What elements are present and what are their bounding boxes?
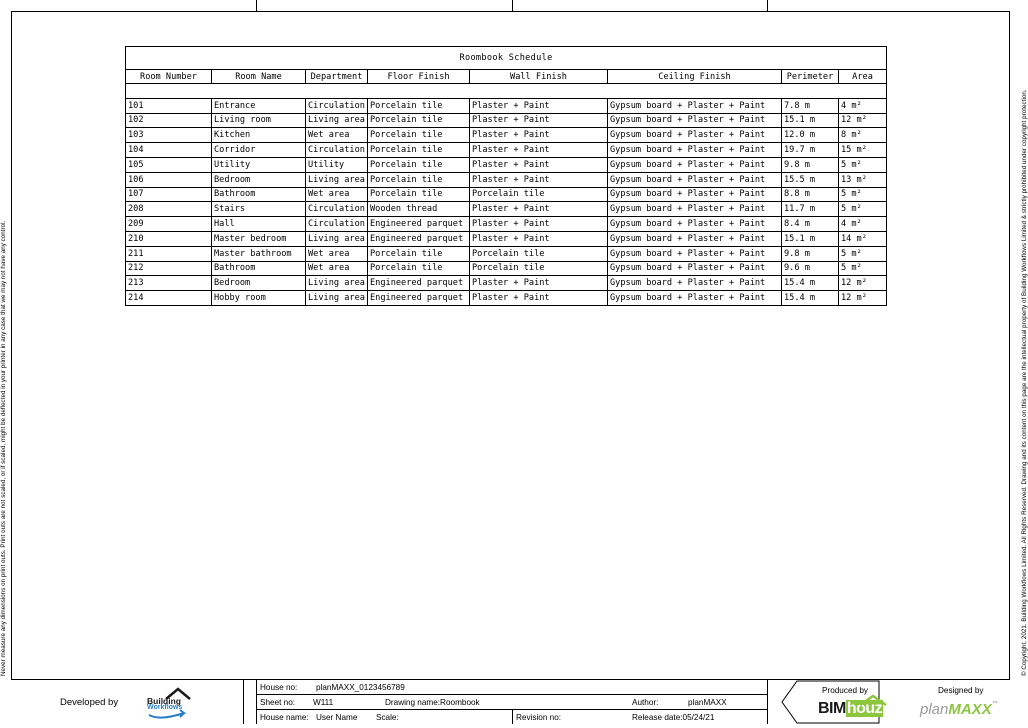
divider — [512, 709, 513, 724]
table-cell: Porcelain tile — [470, 187, 608, 202]
table-cell: 210 — [126, 231, 212, 246]
table-cell: Porcelain tile — [368, 157, 470, 172]
designed-by-label: Designed by — [938, 686, 984, 695]
table-cell: 9.8 m — [782, 246, 839, 261]
column-header: Room Name — [212, 70, 306, 84]
table-cell: Bedroom — [212, 276, 306, 291]
frame-tick — [767, 0, 768, 11]
author-label: Author: — [632, 698, 659, 707]
table-cell: 101 — [126, 98, 212, 113]
table-cell: Bedroom — [212, 172, 306, 187]
table-cell: Porcelain tile — [368, 98, 470, 113]
table-cell: Engineered parquet — [368, 217, 470, 232]
divider — [243, 680, 244, 724]
table-cell: 15.1 m — [782, 113, 839, 128]
table-cell: 213 — [126, 276, 212, 291]
table-cell: Gypsum board + Plaster + Paint — [608, 291, 782, 306]
table-cell: Plaster + Paint — [470, 128, 608, 143]
table-cell: Plaster + Paint — [470, 231, 608, 246]
planmaxx-logo-b: MAXX — [948, 701, 992, 718]
table-cell: Engineered parquet — [368, 276, 470, 291]
column-header: Ceiling Finish — [608, 70, 782, 84]
schedule-table — [125, 46, 887, 306]
table-row — [126, 291, 887, 306]
table-cell: Gypsum board + Plaster + Paint — [608, 246, 782, 261]
table-cell: Gypsum board + Plaster + Paint — [608, 113, 782, 128]
table-row — [126, 143, 887, 158]
table-cell: 107 — [126, 187, 212, 202]
bimhouz-logo — [818, 700, 883, 722]
dev-logo-line1: Building — [147, 696, 181, 706]
table-cell: Engineered parquet — [368, 291, 470, 306]
table-cell: Corridor — [212, 143, 306, 158]
table-cell: 7.8 m — [782, 98, 839, 113]
table-cell: Porcelain tile — [368, 113, 470, 128]
table-cell: Porcelain tile — [368, 246, 470, 261]
table-cell: Utility — [306, 157, 368, 172]
table-cell: Living area — [306, 172, 368, 187]
table-cell: Porcelain tile — [470, 246, 608, 261]
table-cell: Gypsum board + Plaster + Paint — [608, 128, 782, 143]
table-cell: Entrance — [212, 98, 306, 113]
table-cell: Gypsum board + Plaster + Paint — [608, 157, 782, 172]
table-cell: 8.4 m — [782, 217, 839, 232]
table-cell: Plaster + Paint — [470, 291, 608, 306]
table-cell: Master bathroom — [212, 246, 306, 261]
table-cell: Porcelain tile — [368, 261, 470, 276]
table-cell: Wet area — [306, 261, 368, 276]
divider — [256, 694, 768, 695]
table-cell: 9.8 m — [782, 157, 839, 172]
header-row — [126, 70, 887, 84]
table-cell: 5 m² — [839, 202, 887, 217]
table-row — [126, 231, 887, 246]
schedule-body — [126, 98, 887, 305]
frame-tick — [512, 0, 513, 11]
table-cell: 212 — [126, 261, 212, 276]
table-cell: Stairs — [212, 202, 306, 217]
table-cell: Gypsum board + Plaster + Paint — [608, 143, 782, 158]
table-cell: Living area — [306, 276, 368, 291]
table-cell: 14 m² — [839, 231, 887, 246]
table-cell: Living area — [306, 291, 368, 306]
table-cell: 208 — [126, 202, 212, 217]
table-cell: 15.1 m — [782, 231, 839, 246]
title-block — [0, 680, 1024, 724]
table-cell: Plaster + Paint — [470, 143, 608, 158]
table-row — [126, 128, 887, 143]
table-cell: Circulation — [306, 98, 368, 113]
table-cell: 103 — [126, 128, 212, 143]
table-cell: 12.0 m — [782, 128, 839, 143]
table-cell: 211 — [126, 246, 212, 261]
column-header: Department — [306, 70, 368, 84]
drawing-name: Drawing name:Roombook — [385, 698, 480, 707]
table-cell: Hall — [212, 217, 306, 232]
table-cell: Circulation — [306, 202, 368, 217]
house-no-value: planMAXX_0123456789 — [316, 683, 405, 692]
column-header: Perimeter — [782, 70, 839, 84]
table-cell: 15.5 m — [782, 172, 839, 187]
table-cell: 15.4 m — [782, 276, 839, 291]
table-cell: Plaster + Paint — [470, 276, 608, 291]
planmaxx-logo-tm: ™ — [991, 701, 998, 707]
table-cell: Plaster + Paint — [470, 172, 608, 187]
table-cell: 13 m² — [839, 172, 887, 187]
dev-logo-line2: Workflows — [147, 704, 183, 711]
table-cell: 5 m² — [839, 157, 887, 172]
header-gap — [126, 84, 887, 99]
table-cell: 214 — [126, 291, 212, 306]
table-cell: 102 — [126, 113, 212, 128]
table-cell: 12 m² — [839, 291, 887, 306]
house-no-label: House no: — [260, 683, 298, 692]
copyright-note: © Copyright, 2021. Building Workflows Limited. All Rights Reserved. Drawing and its content on this page are the intellectual property of Building Workflows Limited & strictly prohibited under copyright protection. — [1021, 89, 1028, 676]
table-cell: 106 — [126, 172, 212, 187]
table-cell: 4 m² — [839, 217, 887, 232]
schedule-title: Roombook Schedule — [126, 47, 887, 70]
table-cell: 15.4 m — [782, 291, 839, 306]
table-row — [126, 172, 887, 187]
table-row — [126, 276, 887, 291]
roof-icon — [858, 694, 888, 706]
table-cell: Circulation — [306, 217, 368, 232]
table-cell: Kitchen — [212, 128, 306, 143]
table-cell: 105 — [126, 157, 212, 172]
table-cell: Gypsum board + Plaster + Paint — [608, 202, 782, 217]
release-date: Release date:05/24/21 — [632, 713, 715, 722]
table-cell: 12 m² — [839, 276, 887, 291]
table-cell: Plaster + Paint — [470, 98, 608, 113]
table-cell: 5 m² — [839, 187, 887, 202]
table-cell: Living area — [306, 113, 368, 128]
table-cell: Circulation — [306, 143, 368, 158]
table-cell: Plaster + Paint — [470, 217, 608, 232]
table-cell: Gypsum board + Plaster + Paint — [608, 217, 782, 232]
table-cell: Wet area — [306, 187, 368, 202]
table-cell: 15 m² — [839, 143, 887, 158]
table-cell: Bathroom — [212, 187, 306, 202]
house-name-value: User Name — [316, 713, 358, 722]
table-cell: Master bedroom — [212, 231, 306, 246]
table-cell: Living area — [306, 231, 368, 246]
roombook-schedule — [125, 46, 886, 306]
table-cell: Porcelain tile — [368, 128, 470, 143]
table-cell: 11.7 m — [782, 202, 839, 217]
table-row — [126, 202, 887, 217]
table-cell: 104 — [126, 143, 212, 158]
sheet-no-value: W111 — [313, 698, 334, 707]
table-cell: Porcelain tile — [368, 187, 470, 202]
table-cell: Gypsum board + Plaster + Paint — [608, 276, 782, 291]
table-row — [126, 187, 887, 202]
table-cell: Porcelain tile — [368, 143, 470, 158]
table-cell: Plaster + Paint — [470, 113, 608, 128]
house-name-label: House name: — [260, 713, 309, 722]
table-row — [126, 261, 887, 276]
frame-tick — [256, 0, 257, 11]
table-cell: Wooden thread — [368, 202, 470, 217]
table-cell: Utility — [212, 157, 306, 172]
table-cell: Gypsum board + Plaster + Paint — [608, 231, 782, 246]
table-cell: Porcelain tile — [368, 172, 470, 187]
table-row — [126, 157, 887, 172]
table-cell: 9.6 m — [782, 261, 839, 276]
sheet-no-label: Sheet no: — [260, 698, 296, 707]
table-cell: Plaster + Paint — [470, 202, 608, 217]
table-cell: 8.8 m — [782, 187, 839, 202]
author-value: planMAXX — [688, 698, 727, 707]
produced-by-label: Produced by — [822, 686, 868, 695]
table-cell: 8 m² — [839, 128, 887, 143]
building-workflows-logo — [144, 683, 196, 723]
column-header: Room Number — [126, 70, 212, 84]
table-cell: Gypsum board + Plaster + Paint — [608, 172, 782, 187]
developed-by-label: Developed by — [60, 697, 119, 708]
divider — [767, 680, 768, 724]
scale-label: Scale: — [376, 713, 399, 722]
table-cell: 12 m² — [839, 113, 887, 128]
divider — [256, 680, 257, 724]
revision-label: Revision no: — [516, 713, 562, 722]
table-cell: 5 m² — [839, 261, 887, 276]
table-cell: Engineered parquet — [368, 231, 470, 246]
table-cell: Gypsum board + Plaster + Paint — [608, 98, 782, 113]
table-row — [126, 113, 887, 128]
table-row — [126, 217, 887, 232]
table-cell: Gypsum board + Plaster + Paint — [608, 187, 782, 202]
table-cell: Plaster + Paint — [470, 157, 608, 172]
table-cell: Living room — [212, 113, 306, 128]
table-cell: Hobby room — [212, 291, 306, 306]
table-row — [126, 98, 887, 113]
table-row — [126, 246, 887, 261]
print-disclaimer: Never measure any dimensions on print outs. Print outs are not scaled, or if scaled, might be deflected in your printer in any case that we may not have any control. — [0, 220, 7, 676]
table-cell: 19.7 m — [782, 143, 839, 158]
bimhouz-logo-b: houz — [846, 700, 883, 717]
planmaxx-logo-a: plan — [920, 701, 949, 718]
column-header: Floor Finish — [368, 70, 470, 84]
table-cell: Wet area — [306, 128, 368, 143]
table-cell: Wet area — [306, 246, 368, 261]
table-cell: Bathroom — [212, 261, 306, 276]
table-cell: Gypsum board + Plaster + Paint — [608, 261, 782, 276]
table-cell: 209 — [126, 217, 212, 232]
column-header: Area — [839, 70, 887, 84]
table-cell: 4 m² — [839, 98, 887, 113]
table-cell: Porcelain tile — [470, 261, 608, 276]
bimhouz-logo-a: BIM — [818, 700, 846, 717]
table-cell: 5 m² — [839, 246, 887, 261]
column-header: Wall Finish — [470, 70, 608, 84]
planmaxx-logo — [920, 701, 998, 719]
